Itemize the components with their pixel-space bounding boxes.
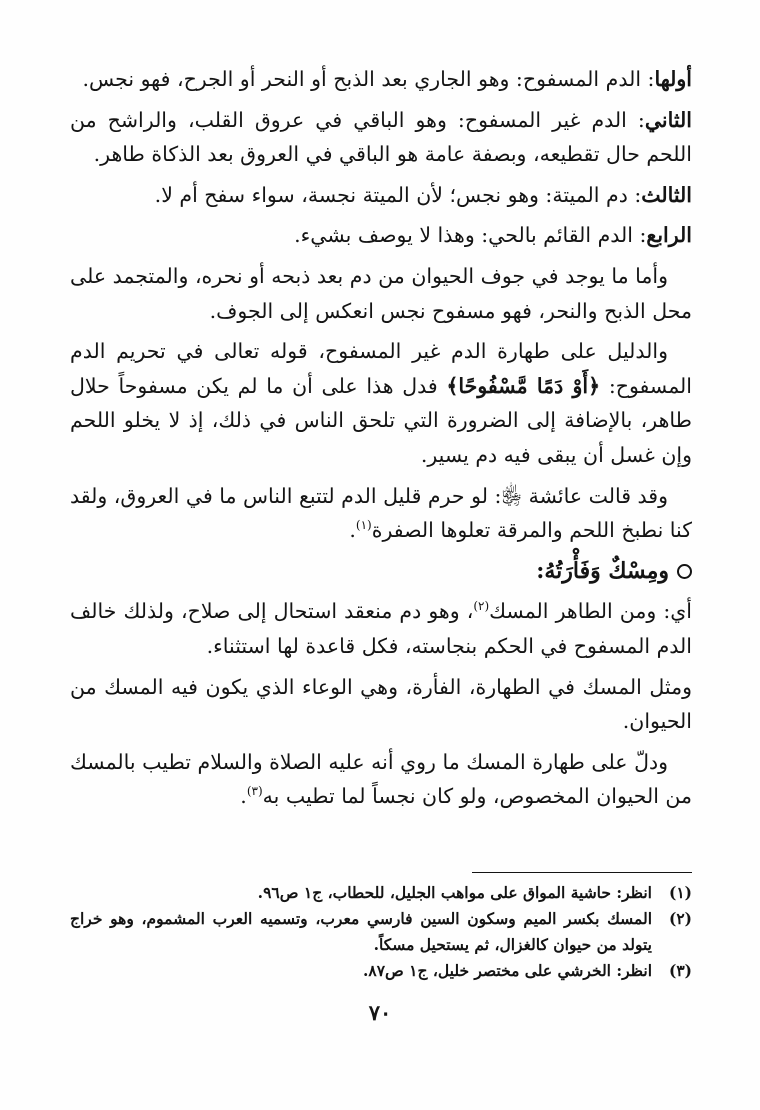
musk-text-continued: ، وهو دم منعقد استحال إلى صلاح، ولذلك خالف الدم المسفوح في الحكم بنجاسته، فكل قاعدة لها استثناء.	[70, 599, 692, 658]
footnote-ref: (١)	[355, 518, 372, 533]
paragraph-internal-blood: وأما ما يوجد في جوف الحيوان من دم بعد ذبحه أو نحره، والمتجمد على محل الذبح والنحر، فهو مسفوح نجس انعكس إلى الجوف.	[70, 263, 692, 323]
footnote-ref: (٢)	[473, 599, 490, 614]
footnote-divider	[472, 872, 692, 873]
footnote-number: (٣)	[668, 961, 692, 980]
footnote	[70, 906, 692, 958]
paragraph-text: : الدم غير المسفوح: وهو الباقي في عروق القلب، والراشح من اللحم حال تقطيعه، وبصفة عامة هو الباقي في العروق بعد الذكاة طاهر.	[70, 107, 692, 167]
paragraph-lead: الرابع	[646, 223, 692, 248]
paragraph-musk	[70, 594, 692, 663]
paragraph-text: : الدم القائم بالحي: وهذا لا يوصف بشيء.	[294, 223, 647, 248]
footnote-number: (١)	[668, 883, 692, 902]
footnote-number: (٢)	[668, 909, 692, 928]
musk-proof-text: ودلّ على طهارة المسك ما روي أنه عليه الصلاة والسلام تطيب بالمسك من الحيوان المخصوص، ولو كان نجساً لما تطيب به	[70, 749, 692, 809]
paragraph-fourth	[70, 218, 692, 253]
heading-text: ومِسْكٌ وَفَأْرَتُهُ:	[536, 557, 669, 584]
circle-bullet-icon	[677, 564, 692, 579]
footnote-text: انظر: الخرشي على مختصر خليل، ج١ ص٨٧.	[362, 961, 652, 980]
paragraph-second	[70, 103, 692, 172]
main-text	[70, 62, 692, 820]
footnote-text: المسك بكسر الميم وسكون السين فارسي معرب، وتسميه العرب المشموم، وهو خراج يتولد من حيوان كالغزال، ثم يستحيل مسكاً.	[70, 909, 652, 954]
musk-text: أي: ومن الطاهر المسك	[489, 599, 692, 624]
paragraph-aisha	[70, 479, 692, 548]
period: .	[240, 784, 247, 809]
paragraph-musk-pod: ومثل المسك في الطهارة، الفأرة، وهي الوعاء الذي يكون فيه المسك من الحيوان.	[70, 674, 692, 734]
footnote	[70, 958, 692, 984]
section-heading	[70, 554, 692, 589]
period: .	[349, 518, 356, 543]
paragraph-third	[70, 178, 692, 213]
paragraph-text: : دم الميتة: وهو نجس؛ لأن الميتة نجسة، سواء سفح أم لا.	[154, 182, 642, 207]
evidence-text-continued: فدل هذا على أن ما لم يكن مسفوحاً حلال طاهر، بالإضافة إلى الضرورة التي تلحق الناس في ذلك، إذ لا يخلو اللحم وإن غسل أن يبقى فيه دم يسير.	[70, 373, 692, 467]
aisha-text: وقد قالت عائشة ﵂: لو حرم قليل الدم لتتبع الناس ما في العروق، ولقد كنا نطبخ اللحم والمرقة تعلوها الصفرة	[70, 483, 692, 543]
footnote-ref: (٣)	[246, 784, 263, 799]
footnote	[70, 880, 692, 906]
paragraph-lead: أولها	[654, 67, 692, 91]
paragraph-lead: الثالث	[641, 182, 692, 207]
paragraph-lead: الثاني	[644, 107, 692, 132]
paragraph-evidence	[70, 334, 692, 472]
footnote-text: انظر: حاشية المواق على مواهب الجليل، للحطاب، ج١ ص٩٦.	[257, 883, 652, 902]
page-number: ٧٠	[368, 1000, 392, 1025]
paragraph-text: : الدم المسفوح: وهو الجاري بعد الذبح أو النحر أو الجرح، فهو نجس.	[82, 67, 655, 91]
paragraph-musk-proof	[70, 745, 692, 814]
evidence-text: والدليل على طهارة الدم غير المسفوح، قوله تعالى في تحريم الدم المسفوح:	[70, 339, 693, 398]
footnotes	[70, 880, 692, 984]
quran-verse: ﴿أَوْ دَمًا مَّسْفُوحًا﴾	[446, 373, 601, 398]
paragraph-first	[70, 62, 692, 97]
